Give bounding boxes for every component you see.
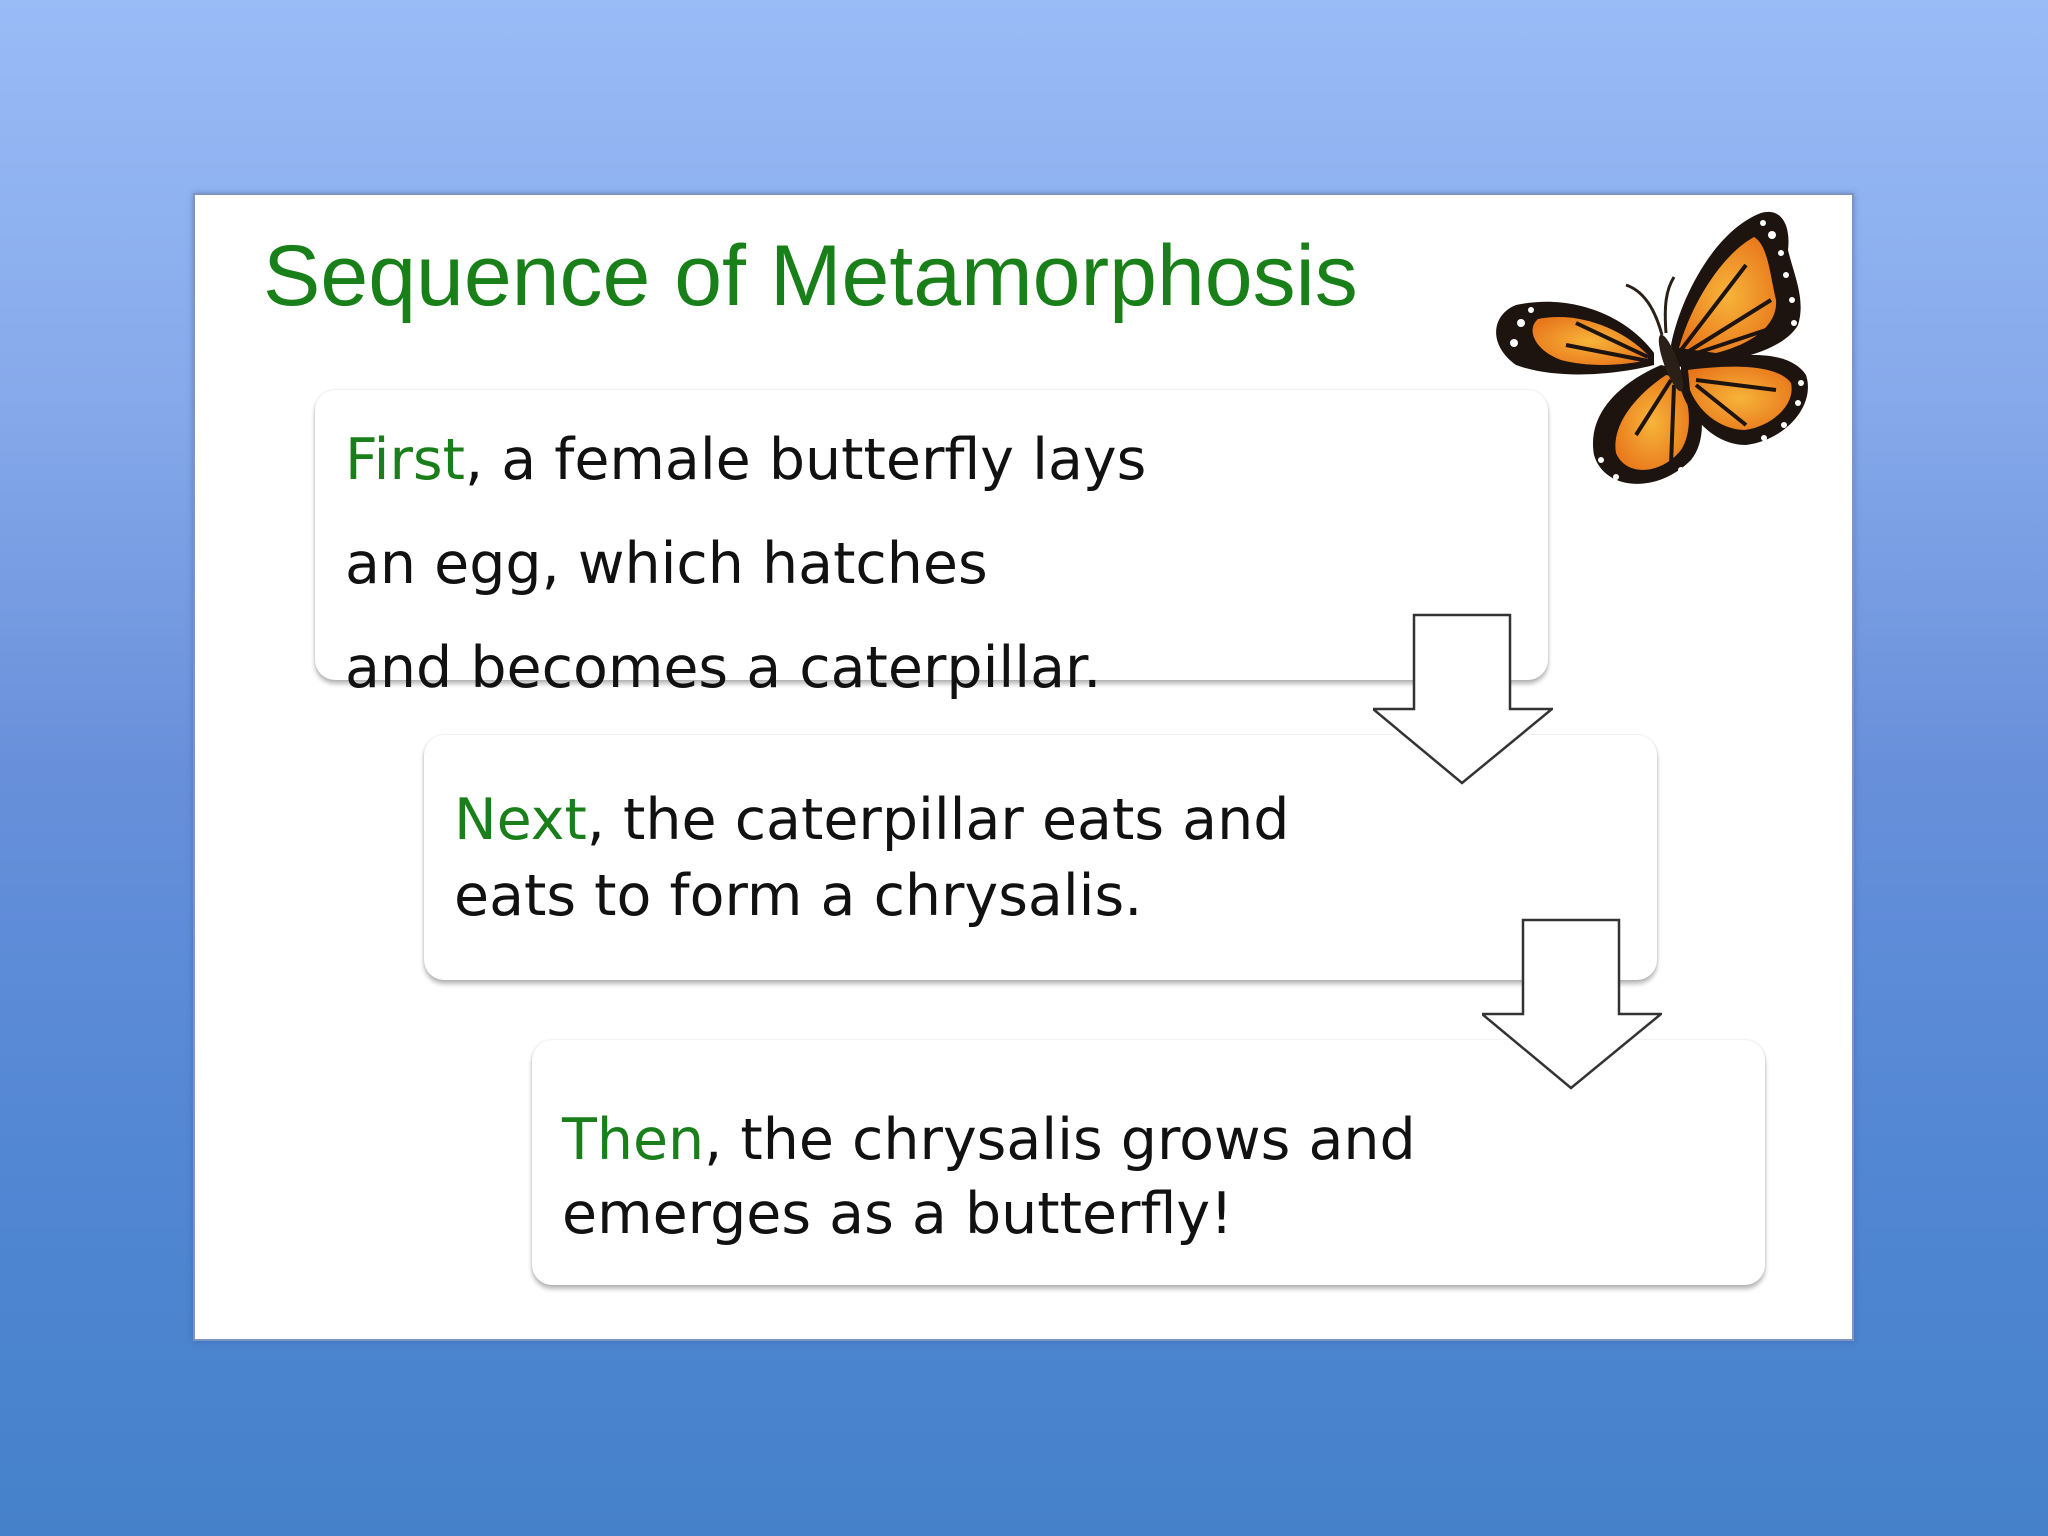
- step-line: Then, the chrysalis grows and: [562, 1107, 1416, 1173]
- slide: [193, 193, 1854, 1341]
- step-keyword: Then: [562, 1107, 705, 1173]
- slide-title: Sequence of Metamorphosis: [263, 228, 1358, 324]
- step-line: an egg, which hatches: [345, 531, 988, 597]
- step-line: Next, the caterpillar eats and: [454, 787, 1290, 853]
- down-arrow-icon: [1373, 613, 1553, 785]
- step-line: eats to form a chrysalis.: [454, 863, 1143, 929]
- step-keyword: Next: [454, 787, 587, 853]
- step-card-first: [315, 390, 1548, 701]
- step-line: First, a female butterfly lays: [345, 427, 1147, 493]
- step-keyword: First: [345, 427, 465, 493]
- step-line: and becomes a caterpillar.: [345, 635, 1102, 701]
- step-line: emerges as a butterfly!: [562, 1181, 1233, 1247]
- down-arrow-icon: [1482, 918, 1662, 1090]
